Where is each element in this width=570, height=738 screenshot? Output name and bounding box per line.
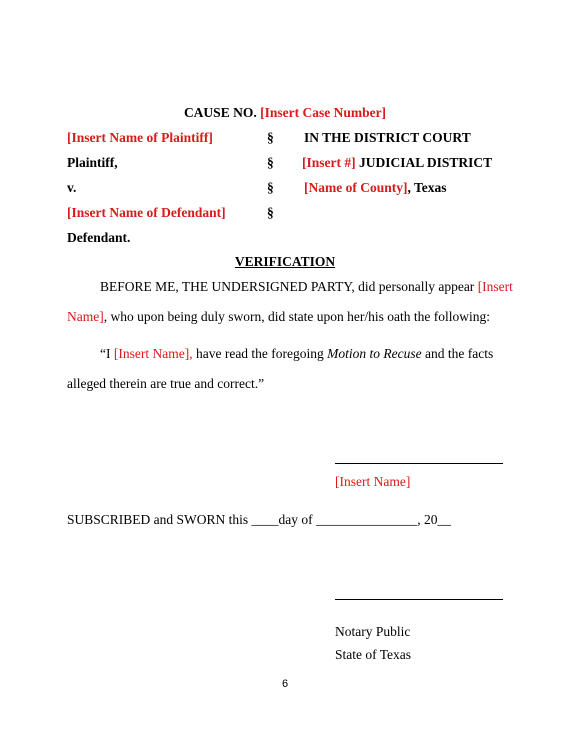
judicial-district-line bbox=[302, 155, 492, 171]
judicial-district-label: JUDICIAL DISTRICT bbox=[359, 155, 493, 170]
paragraph-2-text-a: have read the foregoing bbox=[195, 346, 324, 361]
court-line: IN THE DISTRICT COURT bbox=[304, 130, 471, 145]
sworn-text-b: day of bbox=[278, 512, 313, 527]
county-line bbox=[304, 180, 447, 196]
plaintiff-label: Plaintiff, bbox=[67, 155, 118, 170]
case-number-placeholder: [Insert Case Number] bbox=[260, 105, 387, 120]
section-symbol: § bbox=[267, 180, 274, 195]
paragraph-1-text: BEFORE ME, THE UNDERSIGNED PARTY, did personally appear bbox=[100, 279, 475, 294]
section-symbol: § bbox=[267, 155, 274, 170]
quote-open: “I bbox=[100, 346, 111, 361]
paragraph-1-name-placeholder-a: [Insert bbox=[477, 279, 513, 294]
section-symbol: § bbox=[267, 130, 274, 145]
state-label: , Texas bbox=[407, 180, 447, 195]
signer-name-placeholder: [Insert Name] bbox=[335, 474, 411, 489]
defendant-label: Defendant. bbox=[67, 230, 131, 245]
paragraph-1-text-b: , who upon being duly sworn, did state upon her/his oath the following: bbox=[103, 309, 490, 324]
verification-heading: VERIFICATION bbox=[234, 254, 336, 269]
defendant-name-placeholder: [Insert Name of Defendant] bbox=[67, 205, 226, 220]
paragraph-2-name-placeholder: [Insert Name], bbox=[113, 346, 193, 361]
signature-line bbox=[335, 463, 503, 464]
year-blank: __ bbox=[437, 512, 452, 527]
sworn-text-c: , 20 bbox=[417, 512, 438, 527]
cause-number-line bbox=[0, 105, 570, 121]
paragraph-1-name-placeholder-b: Name] bbox=[67, 309, 104, 324]
notary-signature-line bbox=[335, 599, 503, 600]
month-blank: _______________ bbox=[316, 512, 418, 527]
district-number-placeholder: [Insert #] bbox=[302, 155, 356, 170]
notary-state: State of Texas bbox=[335, 647, 412, 662]
notary-title: Notary Public bbox=[335, 624, 411, 639]
sworn-text-a: SUBSCRIBED and SWORN this bbox=[67, 512, 249, 527]
paragraph-1-line-1 bbox=[100, 279, 513, 295]
section-symbol: § bbox=[267, 205, 274, 220]
day-blank: ____ bbox=[251, 512, 279, 527]
page-number: 6 bbox=[281, 678, 289, 690]
motion-title: Motion to Recuse bbox=[327, 346, 422, 361]
county-placeholder: [Name of County] bbox=[304, 180, 408, 195]
cause-no-label: CAUSE NO. bbox=[183, 105, 257, 120]
paragraph-2-line-2: alleged therein are true and correct.” bbox=[67, 376, 265, 391]
paragraph-2-line-1 bbox=[100, 346, 493, 362]
paragraph-2-text-b: and the facts bbox=[425, 346, 494, 361]
plaintiff-name-placeholder: [Insert Name of Plaintiff] bbox=[67, 130, 213, 145]
sworn-line bbox=[67, 512, 451, 528]
paragraph-1-line-2 bbox=[67, 309, 490, 325]
versus-label: v. bbox=[67, 180, 77, 195]
